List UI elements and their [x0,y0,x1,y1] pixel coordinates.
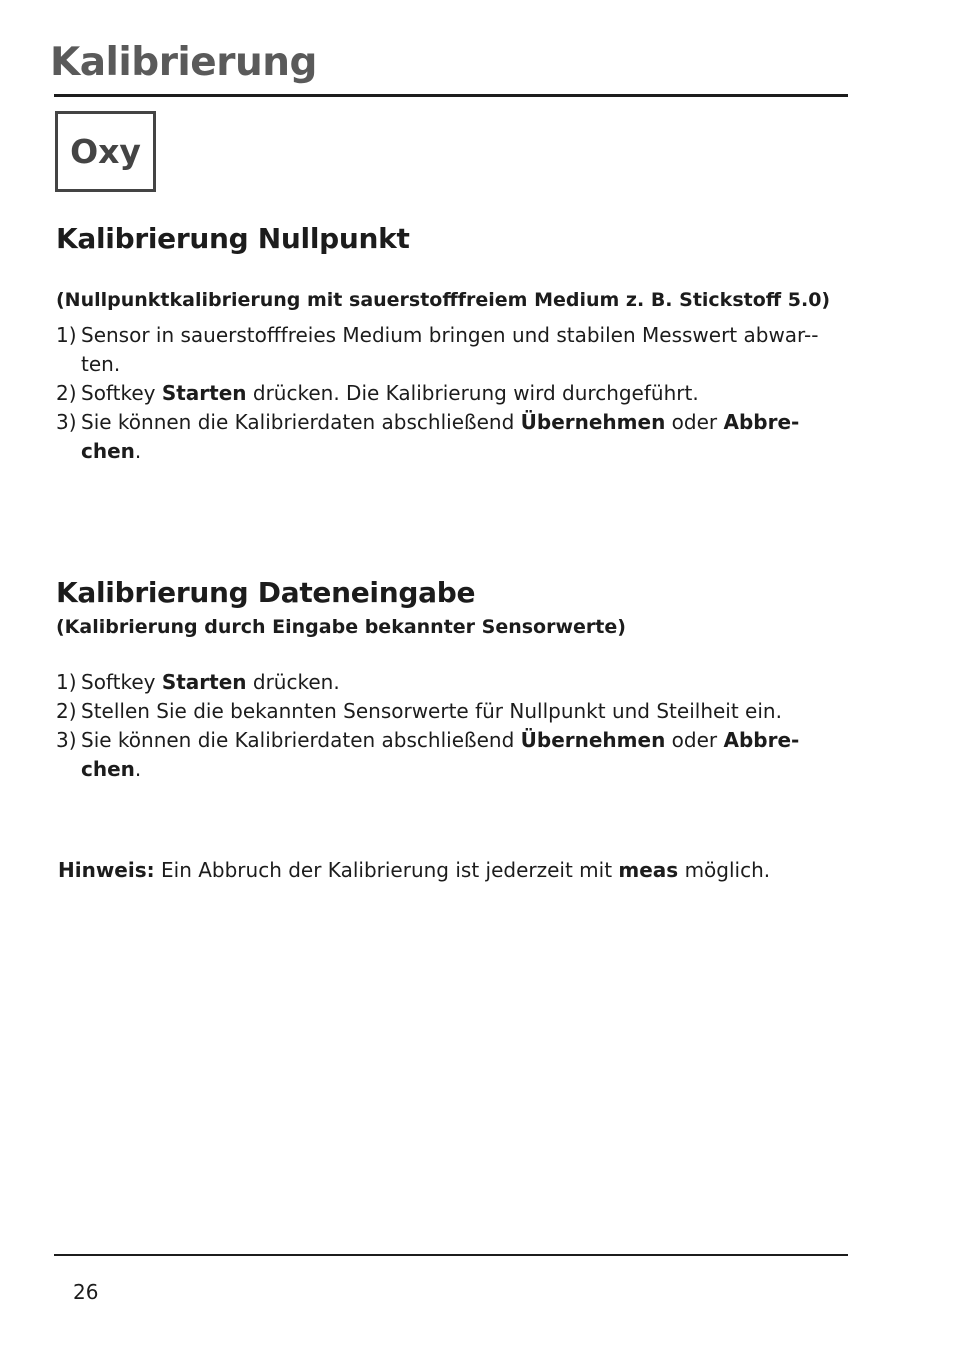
step-text-segment: Sie können die Kalibrierdaten abschließend [81,410,521,435]
title-divider [54,94,848,97]
step-number: 3) [56,728,77,753]
step-text-segment: Softkey [81,381,162,406]
note [58,856,770,885]
step-text-segment: Softkey [81,670,162,695]
note-label: Hinweis: [58,858,155,882]
step-text-segment: drücken. [246,670,340,695]
note-keyword: meas [618,858,679,882]
step-keyword: Starten [161,381,247,406]
step-number: 1) [56,323,77,348]
section-heading: Kalibrierung Dateneingabe [56,576,476,609]
step-text [81,321,846,379]
step-number: 2) [56,381,77,406]
step-keyword: Starten [161,670,247,695]
step-text-segment: . [134,757,142,782]
section-tag-box [55,111,156,192]
step-item [56,379,846,408]
footer-divider [54,1254,848,1256]
section-nullpunkt [56,222,846,466]
step-text [81,379,699,408]
page-number: 26 [73,1280,99,1304]
note-text-after: möglich. [678,858,771,882]
step-text-segment: Sensor in sauerstofffreies Medium bringen und stabilen Messwert abwar-ten. [81,323,819,377]
step-text [81,697,782,726]
step-item [56,668,846,697]
step-text [81,408,846,466]
step-item [56,697,846,726]
page-title: Kalibrierung [50,40,317,85]
note-text-before: Ein Abbruch der Kalibrierung ist jederzeit mit [154,858,619,882]
step-keyword: Abbre-chen [81,410,800,464]
step-text-segment: drücken. Die Kalibrierung wird durchgeführt. [246,381,699,406]
step-number: 2) [56,699,77,724]
section-subheading: (Kalibrierung durch Eingabe bekannter Sensorwerte) [56,615,626,638]
section-subheading: (Nullpunktkalibrierung mit sauerstofffreiem Medium z. B. Stickstoff 5.0) [56,288,831,311]
step-text-segment: Stellen Sie die bekannten Sensorwerte für Nullpunkt und Steilheit ein. [81,699,782,724]
step-list [56,321,846,466]
section-heading: Kalibrierung Nullpunkt [56,222,410,255]
step-text-segment: Sie können die Kalibrierdaten abschließend [81,728,521,753]
step-item [56,321,846,379]
step-number: 3) [56,410,77,435]
step-keyword: Übernehmen [520,410,666,435]
step-text-segment: . [134,439,142,464]
section-tag-label: Oxy [70,132,141,171]
step-keyword: Abbre-chen [81,728,800,782]
step-text [81,726,846,784]
step-keyword: Übernehmen [520,728,666,753]
step-text [81,668,340,697]
step-item [56,726,846,784]
step-number: 1) [56,670,77,695]
step-list [56,668,846,784]
step-text-segment: oder [665,410,724,435]
step-item [56,408,846,466]
section-dateneingabe [56,576,846,784]
step-text-segment: oder [665,728,724,753]
